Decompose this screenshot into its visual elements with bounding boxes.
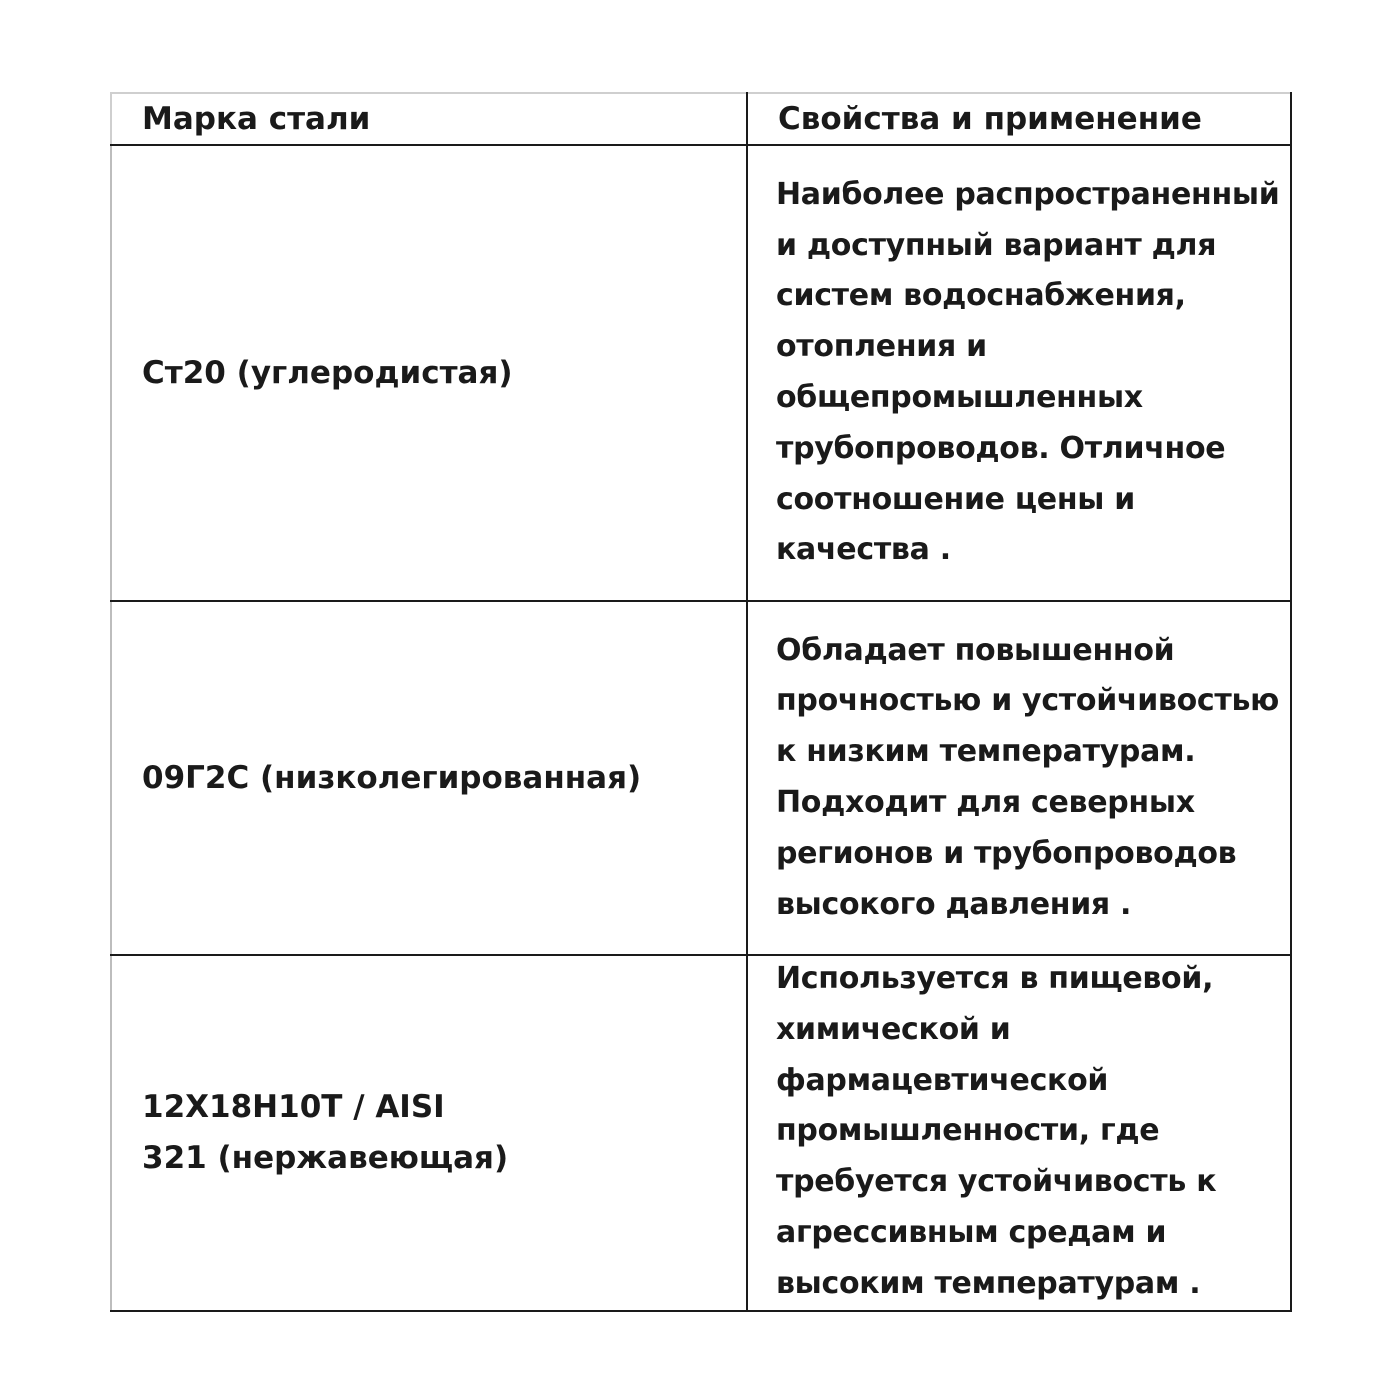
- description-text: Используется в пищевой, химической и фармацевтической промышленности, где требуется устойчивость к агрессивным средам и высоким температурам .: [776, 961, 1217, 1301]
- description-cell: [747, 955, 1291, 1311]
- grade-text: Ст20 (углеродистая): [142, 354, 513, 391]
- header-cell-grade: [111, 93, 747, 145]
- description-text: Обладает повышенной прочностью и устойчивостью к низким температурам. Подходит для северных регионов и трубопроводов высокого давления .: [776, 632, 1280, 922]
- steel-grades-table: [110, 92, 1292, 1312]
- table-row: [111, 601, 1291, 955]
- grade-text: 12Х18Н10Т / AISI 321 (нержавеющая): [142, 1088, 509, 1176]
- table-row: [111, 145, 1291, 601]
- header-properties-label: Свойства и применение: [778, 101, 1202, 137]
- table-row: [111, 955, 1291, 1311]
- header-cell-properties: [747, 93, 1291, 145]
- description-text: Наиболее распространенный и доступный вариант для систем водоснабжения, отопления и общепромышленных трубопроводов. Отличное соотношение цены и качества .: [776, 176, 1280, 568]
- grade-cell: [111, 955, 747, 1311]
- table-header-row: [111, 93, 1291, 145]
- grade-cell: [111, 601, 747, 955]
- grade-cell: [111, 145, 747, 601]
- header-grade-label: Марка стали: [142, 101, 371, 137]
- grade-text: 09Г2С (низколегированная): [142, 759, 642, 796]
- description-cell: [747, 601, 1291, 955]
- description-cell: [747, 145, 1291, 601]
